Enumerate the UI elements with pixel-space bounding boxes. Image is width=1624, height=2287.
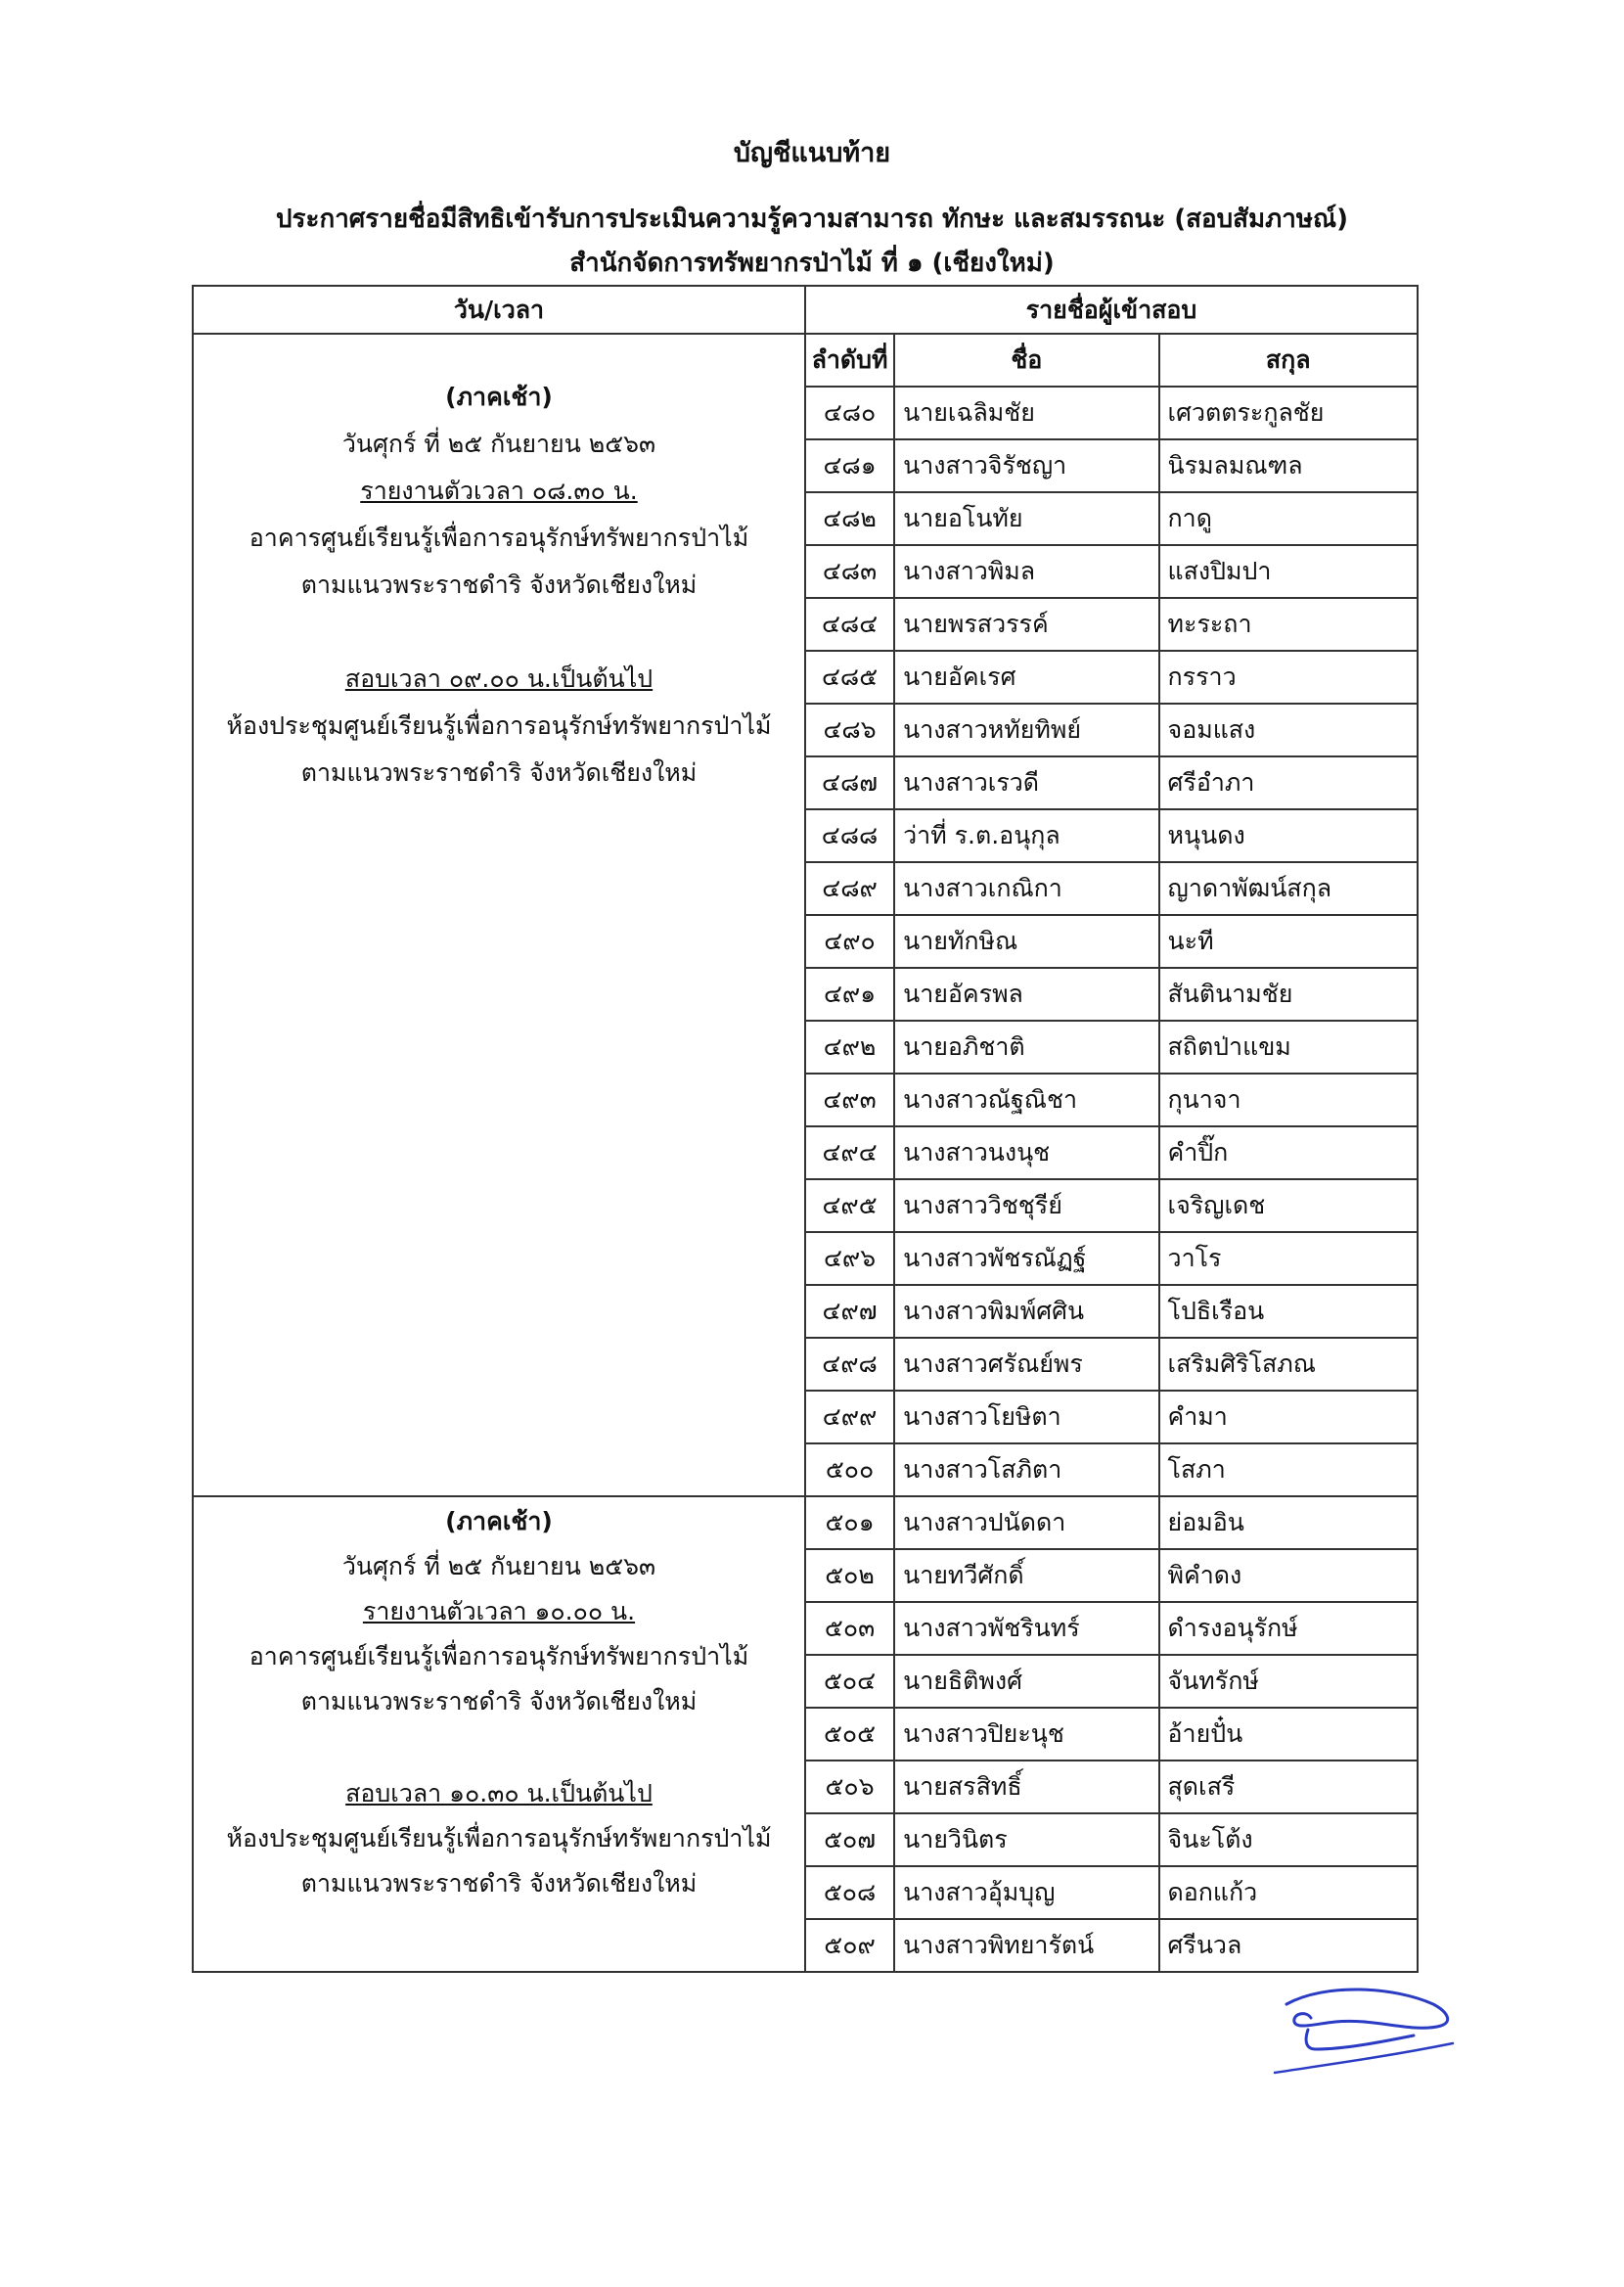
date-cell-2: [193, 1496, 805, 1972]
candidate-surname: ศรีนวล: [1159, 1919, 1418, 1972]
candidate-surname: กาดู: [1159, 492, 1418, 545]
candidate-name: นายทวีศักดิ์: [894, 1549, 1158, 1602]
candidate-name: นางสาวปิยะนุช: [894, 1708, 1158, 1761]
row-number: ๔๙๙: [805, 1391, 894, 1443]
candidate-surname: กุนาจา: [1159, 1074, 1418, 1126]
row-number: ๔๙๐: [805, 915, 894, 968]
candidate-name: นางสาวอุ้มบุญ: [894, 1866, 1158, 1919]
row-number: ๔๘๒: [805, 492, 894, 545]
candidate-name: นางสาวหทัยทิพย์: [894, 704, 1158, 756]
candidate-name: นางสาวศรัณย์พร: [894, 1338, 1158, 1391]
candidate-surname: หนุนดง: [1159, 809, 1418, 862]
candidate-name: นางสาวโสภิตา: [894, 1443, 1158, 1496]
signature-icon: [1267, 1975, 1463, 2082]
candidate-name: นายเฉลิมชัย: [894, 387, 1158, 439]
candidate-surname: โปธิเรือน: [1159, 1285, 1418, 1338]
exam-time: [194, 1771, 804, 1816]
candidate-name: นางสาวปนัดดา: [894, 1496, 1158, 1549]
header-candidates: รายชื่อผู้เข้าสอบ: [805, 286, 1418, 334]
candidate-surname: จันทรักษ์: [1159, 1655, 1418, 1708]
candidate-name: นายวินิตร: [894, 1813, 1158, 1866]
candidate-name: นางสาววิชชุรีย์: [894, 1179, 1158, 1232]
row-number: ๕๐๔: [805, 1655, 894, 1708]
session-label: (ภาคเช้า): [445, 1507, 553, 1535]
candidate-surname: จินะโต้ง: [1159, 1813, 1418, 1866]
table-body: [193, 334, 1418, 1972]
exam-date: วันศุกร์ ที่ ๒๕ กันยายน ๒๕๖๓: [341, 430, 656, 458]
candidate-surname: สุดเสรี: [1159, 1761, 1418, 1813]
candidate-surname: นะที: [1159, 915, 1418, 968]
spacer: [194, 609, 804, 656]
exam-time-text: สอบเวลา ๑๐.๓๐ น.เป็นต้นไป: [345, 1779, 653, 1807]
row-number: ๔๘๔: [805, 598, 894, 651]
row-number: ๔๘๖: [805, 704, 894, 756]
candidate-name: นายอภิชาติ: [894, 1021, 1158, 1074]
candidate-name: นางสาวโยษิตา: [894, 1391, 1158, 1443]
exam-date: วันศุกร์ ที่ ๒๕ กันยายน ๒๕๖๓: [341, 1552, 656, 1580]
candidate-name: นางสาวนงนุช: [894, 1126, 1158, 1179]
row-number: ๔๘๕: [805, 651, 894, 704]
spacer: [194, 1724, 804, 1771]
candidate-name: นายสรสิทธิ์: [894, 1761, 1158, 1813]
subheader-row: [193, 334, 1418, 387]
candidate-surname: ญาดาพัฒน์สกุล: [1159, 862, 1418, 915]
candidate-name: นางสาวพิมล: [894, 545, 1158, 598]
report-place-location: ตามแนวพระราชดำริ จังหวัดเชียงใหม่: [300, 1687, 698, 1715]
row-number: ๔๙๒: [805, 1021, 894, 1074]
report-time-text: รายงานตัวเวลา ๑๐.๐๐ น.: [362, 1597, 636, 1625]
header-no: ลำดับที่: [805, 334, 894, 387]
report-place: อาคารศูนย์เรียนรู้เพื่อการอนุรักษ์ทรัพยากรป่าไม้: [248, 524, 749, 552]
candidate-table: [192, 285, 1419, 1973]
candidate-name: นางสาวณัฐณิชา: [894, 1074, 1158, 1126]
row-number: ๔๙๓: [805, 1074, 894, 1126]
announcement-title: ประกาศรายชื่อมีสิทธิเข้ารับการประเมินความรู้ความสามารถ ทักษะ และสมรรถนะ (สอบสัมภาษณ์): [276, 205, 1348, 234]
row-number: ๕๐๒: [805, 1549, 894, 1602]
candidate-surname: พิคำดง: [1159, 1549, 1418, 1602]
header-name: ชื่อ: [894, 334, 1158, 387]
candidate-surname: ทะระถา: [1159, 598, 1418, 651]
office-title: สำนักจัดการทรัพยากรป่าไม้ ที่ ๑ (เชียงใหม่): [569, 249, 1055, 278]
date-cell-1: [193, 334, 805, 1496]
row-number: ๔๙๖: [805, 1232, 894, 1285]
table-row: [193, 1496, 1418, 1549]
candidate-name: นางสาวพิมพ์ศศิน: [894, 1285, 1158, 1338]
row-number: ๕๐๗: [805, 1813, 894, 1866]
candidate-name: นางสาวพิทยารัตน์: [894, 1919, 1158, 1972]
session-label: (ภาคเช้า): [445, 383, 553, 411]
report-time: [194, 1589, 804, 1634]
candidate-surname: เสริมศิริโสภณ: [1159, 1338, 1418, 1391]
row-number: ๔๙๔: [805, 1126, 894, 1179]
header-surname: สกุล: [1159, 334, 1418, 387]
exam-room-location: ตามแนวพระราชดำริ จังหวัดเชียงใหม่: [300, 1869, 698, 1898]
row-number: ๔๘๐: [805, 387, 894, 439]
candidate-surname: ดำรงอนุรักษ์: [1159, 1602, 1418, 1655]
row-number: ๕๐๖: [805, 1761, 894, 1813]
candidate-surname: คำปิ๊ก: [1159, 1126, 1418, 1179]
row-number: ๕๐๘: [805, 1866, 894, 1919]
candidate-surname: อ้ายปั๋น: [1159, 1708, 1418, 1761]
candidate-name: นางสาวพัชรินทร์: [894, 1602, 1158, 1655]
row-number: ๔๘๘: [805, 809, 894, 862]
candidate-surname: สันตินามชัย: [1159, 968, 1418, 1021]
row-number: ๕๐๑: [805, 1496, 894, 1549]
exam-time-text: สอบเวลา ๐๙.๐๐ น.เป็นต้นไป: [344, 664, 654, 693]
candidate-name: นางสาวพัชรณัฏฐ์: [894, 1232, 1158, 1285]
candidate-surname: สถิตป่าแขม: [1159, 1021, 1418, 1074]
candidate-name: นางสาวเรวดี: [894, 756, 1158, 809]
candidate-surname: กรราว: [1159, 651, 1418, 704]
report-time: [194, 468, 804, 515]
report-place-location: ตามแนวพระราชดำริ จังหวัดเชียงใหม่: [300, 571, 698, 599]
row-number: ๕๐๐: [805, 1443, 894, 1496]
row-number: ๔๙๕: [805, 1179, 894, 1232]
exam-room: ห้องประชุมศูนย์เรียนรู้เพื่อการอนุรักษ์ทรัพยากรป่าไม้: [226, 1824, 772, 1852]
row-number: ๕๐๓: [805, 1602, 894, 1655]
row-number: ๕๐๙: [805, 1919, 894, 1972]
candidate-surname: วาโร: [1159, 1232, 1418, 1285]
candidate-name: ว่าที่ ร.ต.อนุกุล: [894, 809, 1158, 862]
exam-room-location: ตามแนวพระราชดำริ จังหวัดเชียงใหม่: [300, 758, 698, 787]
row-number: ๔๙๑: [805, 968, 894, 1021]
candidate-name: นายอัครพล: [894, 968, 1158, 1021]
row-number: ๔๙๘: [805, 1338, 894, 1391]
candidate-name: นางสาวจิรัชญา: [894, 439, 1158, 492]
row-number: ๔๙๗: [805, 1285, 894, 1338]
row-number: ๔๘๙: [805, 862, 894, 915]
candidate-name: นายอัคเรศ: [894, 651, 1158, 704]
report-time-text: รายงานตัวเวลา ๐๘.๓๐ น.: [360, 477, 638, 505]
exam-time: [194, 656, 804, 703]
candidate-surname: ดอกแก้ว: [1159, 1866, 1418, 1919]
row-number: ๔๘๑: [805, 439, 894, 492]
document-title: บัญชีแนบท้าย: [733, 138, 891, 168]
candidate-name: นายทักษิณ: [894, 915, 1158, 968]
exam-room: ห้องประชุมศูนย์เรียนรู้เพื่อการอนุรักษ์ทรัพยากรป่าไม้: [226, 711, 772, 740]
report-place: อาคารศูนย์เรียนรู้เพื่อการอนุรักษ์ทรัพยากรป่าไม้: [248, 1642, 749, 1670]
candidate-name: นายพรสวรรค์: [894, 598, 1158, 651]
candidate-surname: คำมา: [1159, 1391, 1418, 1443]
candidate-surname: ย่อมอิน: [1159, 1496, 1418, 1549]
candidate-name: นายอโนทัย: [894, 492, 1158, 545]
candidate-surname: ศรีอำภา: [1159, 756, 1418, 809]
row-number: ๔๘๓: [805, 545, 894, 598]
candidate-surname: โสภา: [1159, 1443, 1418, 1496]
row-number: ๕๐๕: [805, 1708, 894, 1761]
candidate-surname: จอมแสง: [1159, 704, 1418, 756]
candidate-name: นายธิติพงศ์: [894, 1655, 1158, 1708]
header-date-time: วัน/เวลา: [193, 286, 805, 334]
candidate-surname: นิรมลมณฑล: [1159, 439, 1418, 492]
candidate-name: นางสาวเกณิกา: [894, 862, 1158, 915]
candidate-surname: เศวตตระกูลชัย: [1159, 387, 1418, 439]
candidate-surname: เจริญเดช: [1159, 1179, 1418, 1232]
candidate-surname: แสงปิมปา: [1159, 545, 1418, 598]
row-number: ๔๘๗: [805, 756, 894, 809]
